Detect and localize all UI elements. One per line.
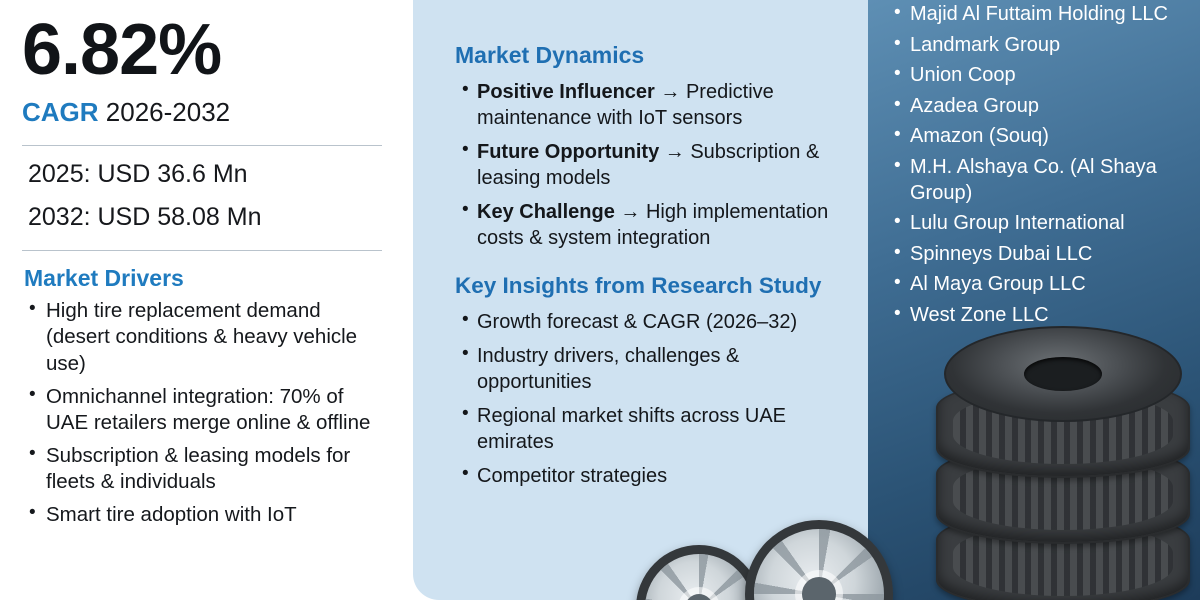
market-value-2025: 2025: USD 36.6 Mn xyxy=(28,159,248,188)
market-value-2032: 2032: USD 58.08 Mn xyxy=(28,202,262,231)
tire-top-icon xyxy=(944,326,1182,422)
left-column xyxy=(0,0,400,600)
divider-top xyxy=(22,145,382,146)
arrow-icon: → xyxy=(620,201,641,223)
cagr-label: CAGR xyxy=(22,97,99,127)
list-item: • Regional market shifts across UAE emirates xyxy=(477,403,842,455)
middle-panel xyxy=(413,0,868,600)
key-insights-list xyxy=(441,309,842,489)
list-item: • Growth forecast & CAGR (2026–32) xyxy=(477,309,842,335)
dynamics-lead: Positive Influencer xyxy=(477,81,655,103)
list-item: • Amazon (Souq) xyxy=(910,124,1186,150)
arrow-icon: → xyxy=(660,81,681,103)
dynamics-text: Predictive maintenance with IoT sensors xyxy=(477,81,774,129)
list-item: • M.H. Alshaya Co. (Al Shaya Group) xyxy=(910,155,1186,206)
arrow-icon: → xyxy=(664,141,685,163)
dynamics-text: High implementation costs & system integration xyxy=(477,201,829,249)
list-item: • Spinneys Dubai LLC xyxy=(910,242,1186,268)
list-item: • Lulu Group International xyxy=(910,211,1186,237)
list-item: • Smart tire adoption with IoT xyxy=(44,502,382,529)
cagr-period: 2026-2032 xyxy=(105,97,231,127)
list-item: • Subscription & leasing models for fleets & individuals xyxy=(44,443,382,496)
cagr-subtitle xyxy=(22,98,382,127)
dynamics-lead: Key Challenge xyxy=(477,201,615,223)
list-item xyxy=(477,199,842,251)
list-item: • Al Maya Group LLC xyxy=(910,272,1186,298)
market-drivers-title: Market Drivers xyxy=(24,264,184,291)
list-item: • Industry drivers, challenges & opportunities xyxy=(477,343,842,395)
list-item: • Competitor strategies xyxy=(477,463,842,489)
key-insights-title: Key Insights from Research Study xyxy=(455,273,822,298)
right-panel xyxy=(868,0,1200,600)
company-list xyxy=(868,0,1200,329)
list-item: • Azadea Group xyxy=(910,94,1186,120)
list-item xyxy=(477,139,842,191)
list-item: • Majid Al Futtaim Holding LLC xyxy=(910,2,1186,28)
divider-bottom xyxy=(22,250,382,251)
list-item: • Union Coop xyxy=(910,63,1186,89)
dynamics-text: Subscription & leasing models xyxy=(477,141,820,189)
market-dynamics-list xyxy=(441,79,842,251)
tire-stack-image xyxy=(880,328,1200,600)
list-item: • Landmark Group xyxy=(910,33,1186,59)
list-item: • High tire replacement demand (desert conditions & heavy vehicle use) xyxy=(44,298,382,378)
market-drivers-list xyxy=(22,298,382,529)
market-dynamics-title: Market Dynamics xyxy=(455,42,645,68)
cagr-value: 6.82% xyxy=(22,10,222,90)
list-item: • Omnichannel integration: 70% of UAE retailers merge online & offline xyxy=(44,384,382,437)
list-item: • West Zone LLC xyxy=(910,303,1186,329)
list-item xyxy=(477,79,842,131)
dynamics-lead: Future Opportunity xyxy=(477,141,660,163)
